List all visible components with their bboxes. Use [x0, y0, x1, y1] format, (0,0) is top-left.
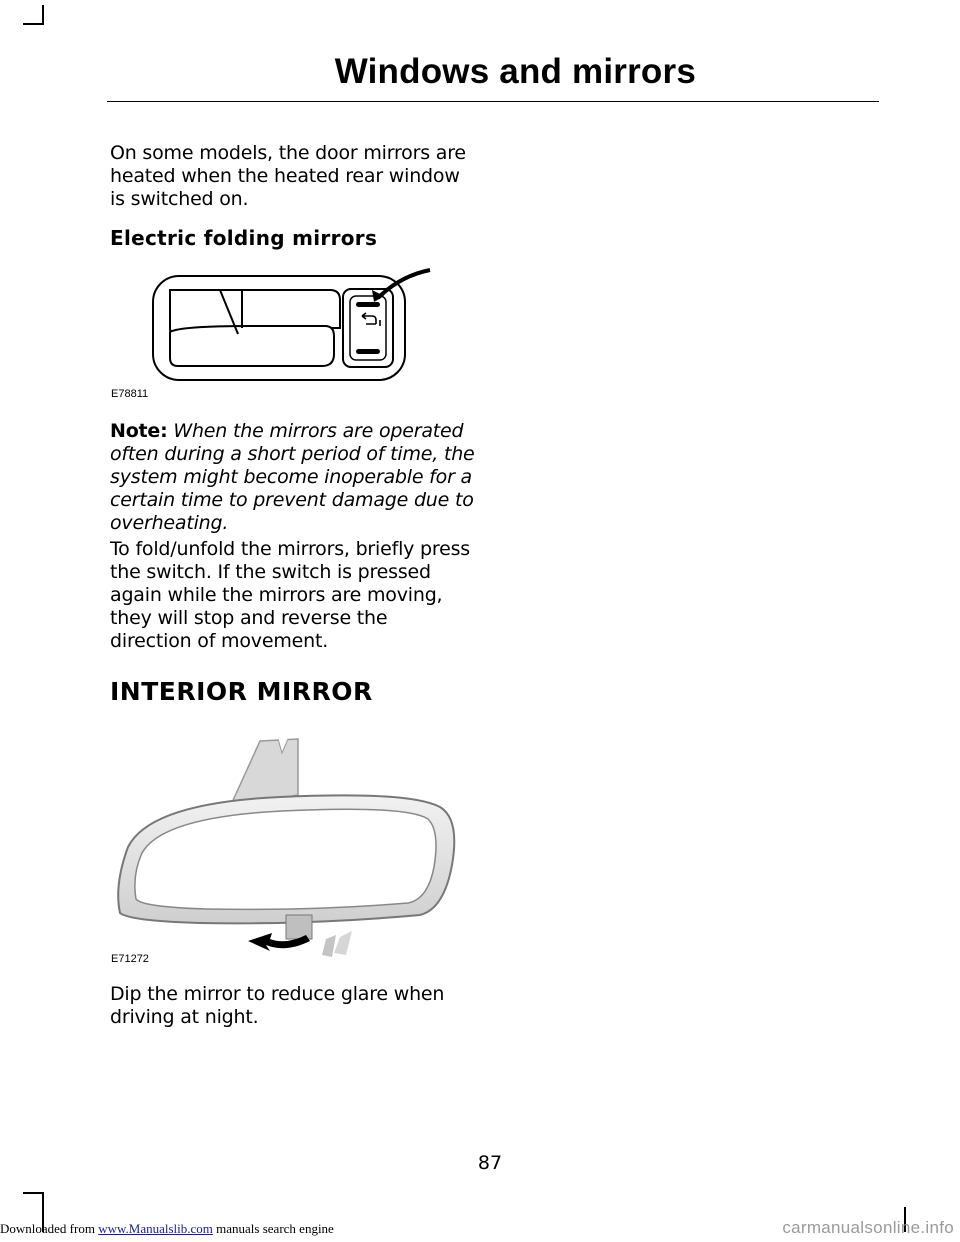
door-handle-switch-illustration [150, 262, 450, 387]
page-title: Windows and mirrors [334, 52, 696, 91]
dip-mirror-paragraph: Dip the mirror to reduce glare when driving at night. [110, 983, 445, 1028]
note-paragraph [110, 420, 480, 535]
footer-suffix: manuals search engine [212, 1221, 334, 1236]
download-footer [0, 1221, 334, 1237]
crop-mark-top-left [42, 5, 44, 25]
note-label: Note: [110, 420, 168, 442]
heated-mirrors-paragraph: On some models, the door mirrors are heated when the heated rear window is switched on. [110, 142, 466, 210]
crop-mark-top-left-h [23, 23, 44, 25]
figure-code-1: E78811 [111, 388, 149, 400]
figure-code-2: E71272 [111, 953, 149, 965]
interior-mirror-illustration [110, 735, 470, 965]
watermark: carmanualsonline.info [782, 1218, 954, 1237]
footer-prefix: Downloaded from [0, 1221, 99, 1236]
fold-instructions-paragraph: To fold/unfold the mirrors, briefly press the switch. If the switch is pressed again while the mirrors are moving, they will stop and reverse the direction of movement. [110, 538, 470, 652]
electric-folding-subheading: Electric folding mirrors [110, 226, 378, 250]
manualslib-link[interactable]: www.Manualslib.com [98, 1221, 213, 1236]
note-text: When the mirrors are operated often during a short period of time, the system might become inoperable for a certain time to prevent damage due to overheating. [110, 420, 475, 534]
page-number: 87 [477, 1152, 503, 1174]
interior-mirror-heading: INTERIOR MIRROR [110, 677, 373, 706]
header-rule [107, 101, 879, 102]
crop-mark-bottom-left-h [23, 1192, 44, 1194]
